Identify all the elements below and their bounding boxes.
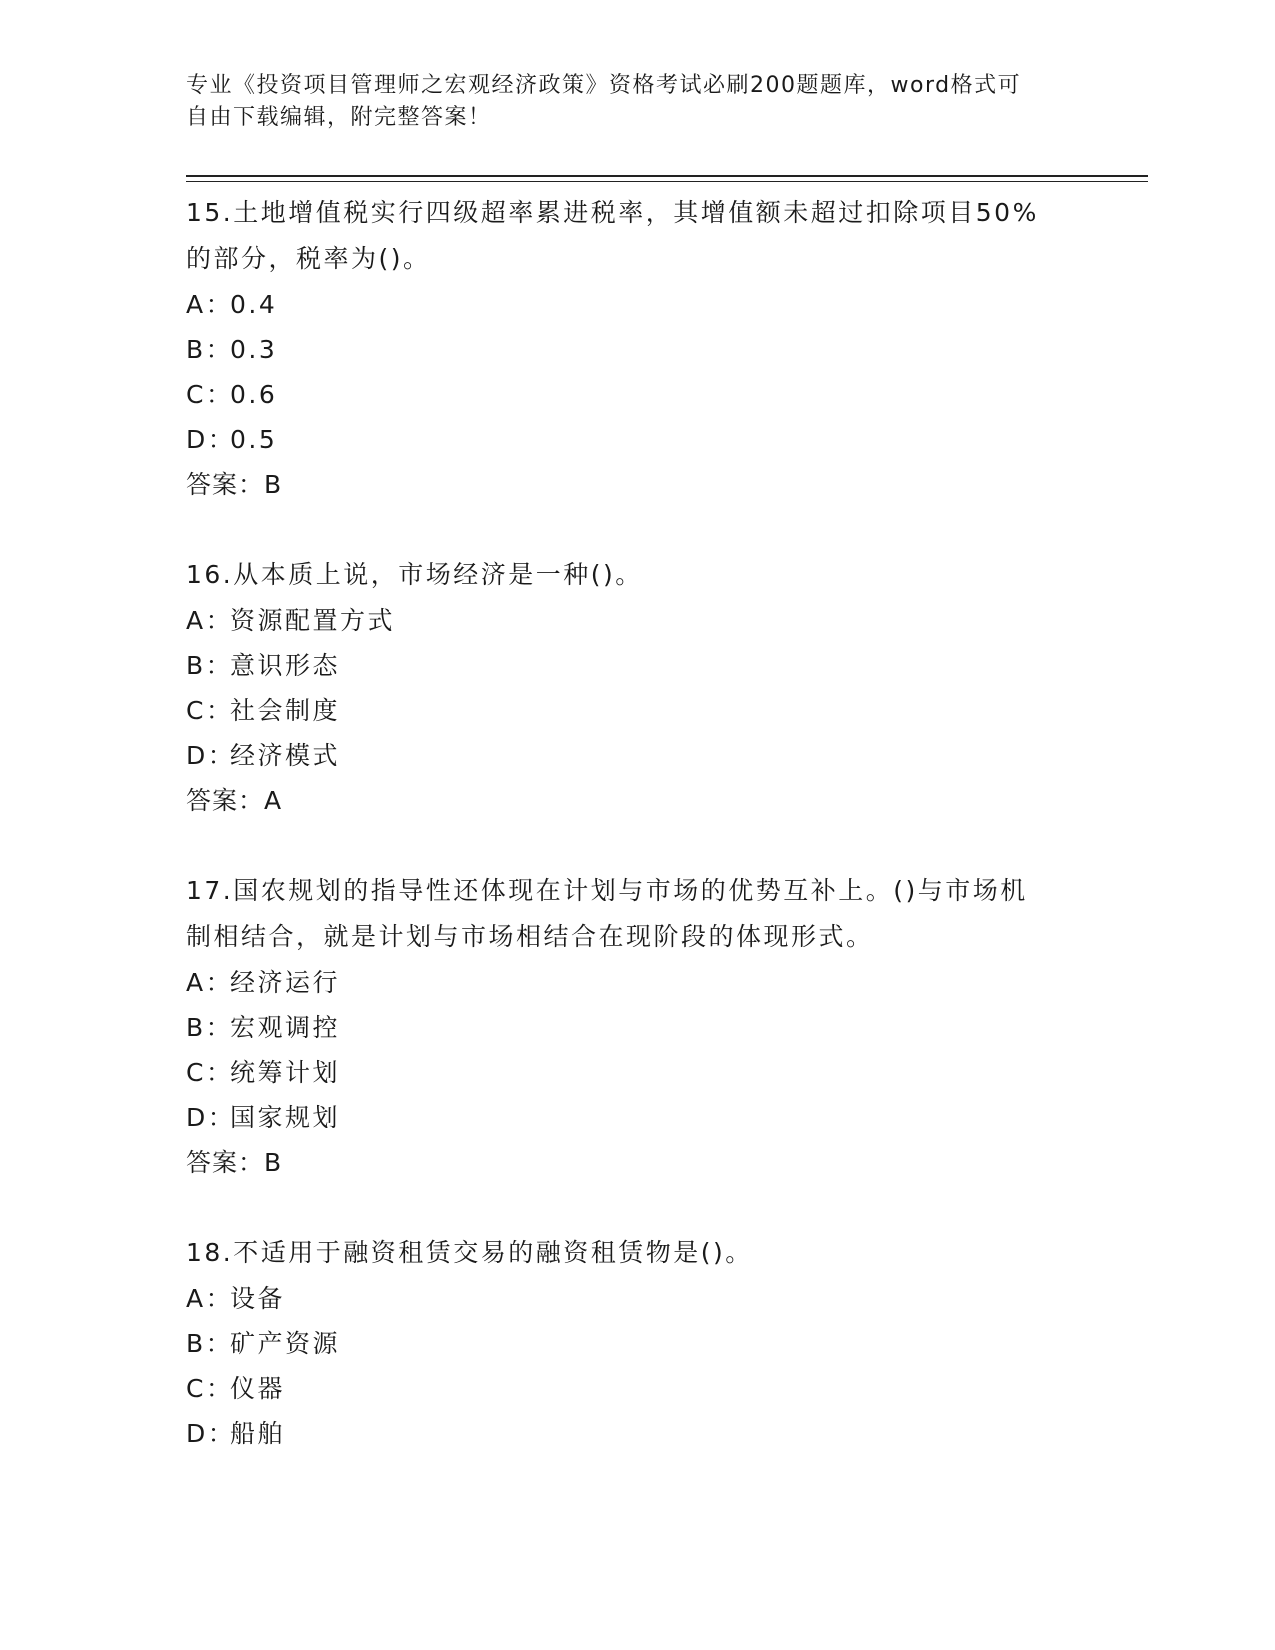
option-d bbox=[186, 1095, 1086, 1140]
option-text: 经济模式 bbox=[230, 741, 341, 770]
option-d bbox=[186, 417, 1086, 462]
option-a bbox=[186, 598, 1086, 643]
option-key: C： bbox=[186, 1058, 234, 1087]
header-line-1: 专业《投资项目管理师之宏观经济政策》资格考试必刷200题题库，word格式可 bbox=[186, 73, 1022, 98]
option-key: A： bbox=[186, 606, 234, 635]
option-text: 0.5 bbox=[230, 425, 278, 454]
option-text: 0.6 bbox=[230, 380, 278, 409]
option-key: D： bbox=[186, 741, 236, 770]
option-a bbox=[186, 960, 1086, 1005]
option-c bbox=[186, 688, 1086, 733]
option-b bbox=[186, 327, 1086, 372]
option-text: 船舶 bbox=[230, 1419, 286, 1448]
stem-line-1: 17.国农规划的指导性还体现在计划与市场的优势互补上。()与市场机 bbox=[186, 876, 1028, 905]
option-text: 矿产资源 bbox=[230, 1329, 341, 1358]
option-b bbox=[186, 1321, 1086, 1366]
option-key: B： bbox=[186, 1013, 234, 1042]
stem-line-1: 15.土地增值税实行四级超率累进税率，其增值额未超过扣除项目50% bbox=[186, 198, 1039, 227]
stem-line-2: 的部分，税率为()。 bbox=[186, 244, 431, 273]
option-text: 0.3 bbox=[230, 335, 278, 364]
document-header bbox=[186, 70, 1086, 134]
option-d bbox=[186, 1411, 1086, 1456]
question-stem bbox=[186, 552, 1086, 598]
header-divider-thin bbox=[186, 181, 1148, 182]
option-key: C： bbox=[186, 380, 234, 409]
option-text: 经济运行 bbox=[230, 968, 341, 997]
option-a bbox=[186, 1276, 1086, 1321]
option-text: 设备 bbox=[230, 1284, 286, 1313]
option-text: 社会制度 bbox=[230, 696, 341, 725]
question-stem bbox=[186, 868, 1086, 960]
stem-line-2: 制相结合，就是计划与市场相结合在现阶段的体现形式。 bbox=[186, 922, 874, 951]
option-text: 宏观调控 bbox=[230, 1013, 341, 1042]
option-b bbox=[186, 1005, 1086, 1050]
stem-line-1: 18.不适用于融资租赁交易的融资租赁物是()。 bbox=[186, 1238, 753, 1267]
option-key: D： bbox=[186, 1103, 236, 1132]
option-text: 意识形态 bbox=[230, 651, 341, 680]
stem-line-1: 16.从本质上说，市场经济是一种()。 bbox=[186, 560, 643, 589]
question-18 bbox=[186, 1230, 1086, 1456]
question-16 bbox=[186, 552, 1086, 824]
question-17 bbox=[186, 868, 1086, 1186]
option-key: A： bbox=[186, 1284, 234, 1313]
header-line-2: 自由下载编辑，附完整答案！ bbox=[186, 105, 492, 130]
option-c bbox=[186, 1366, 1086, 1411]
option-text: 统筹计划 bbox=[230, 1058, 341, 1087]
option-a bbox=[186, 282, 1086, 327]
question-15 bbox=[186, 190, 1086, 508]
option-key: A： bbox=[186, 968, 234, 997]
option-text: 国家规划 bbox=[230, 1103, 341, 1132]
option-text: 0.4 bbox=[230, 290, 278, 319]
question-stem bbox=[186, 1230, 1086, 1276]
option-text: 仪器 bbox=[230, 1374, 286, 1403]
option-key: B： bbox=[186, 1329, 234, 1358]
option-key: A： bbox=[186, 290, 234, 319]
question-stem bbox=[186, 190, 1086, 282]
answer-line: 答案：A bbox=[186, 786, 283, 815]
answer-line: 答案：B bbox=[186, 470, 283, 499]
option-key: B： bbox=[186, 335, 234, 364]
answer-line: 答案：B bbox=[186, 1148, 283, 1177]
option-c bbox=[186, 372, 1086, 417]
question-list bbox=[186, 190, 1086, 1500]
option-b bbox=[186, 643, 1086, 688]
option-text: 资源配置方式 bbox=[230, 606, 396, 635]
option-d bbox=[186, 733, 1086, 778]
option-key: C： bbox=[186, 1374, 234, 1403]
option-c bbox=[186, 1050, 1086, 1095]
option-key: C： bbox=[186, 696, 234, 725]
option-key: D： bbox=[186, 425, 236, 454]
option-key: D： bbox=[186, 1419, 236, 1448]
header-divider-thick bbox=[186, 175, 1148, 177]
option-key: B： bbox=[186, 651, 234, 680]
